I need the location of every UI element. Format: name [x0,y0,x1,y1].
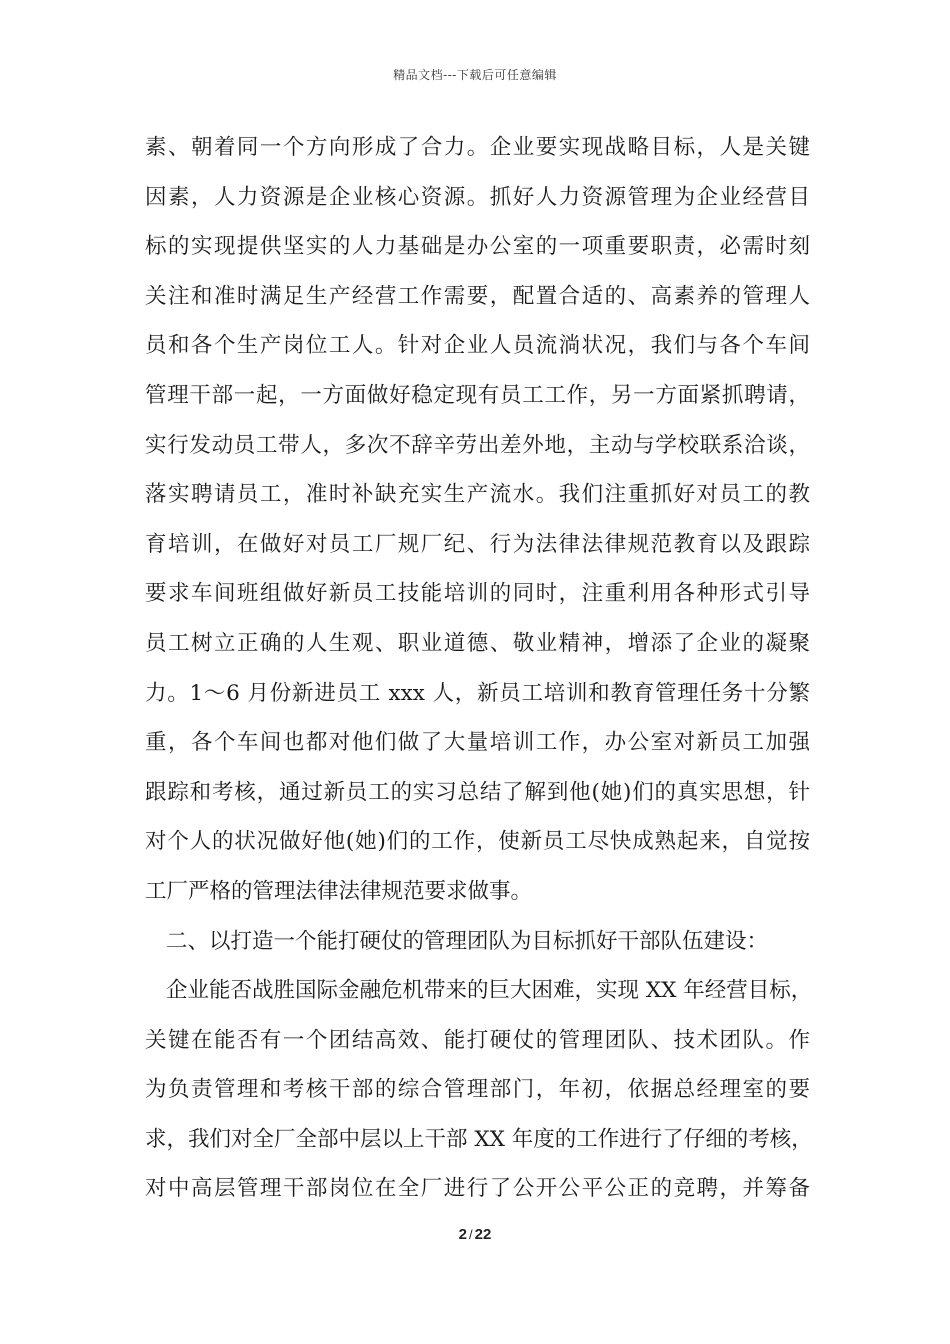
text-line: 落实聘请员工，准时补缺充实生产流水。我们注重抓好对员工的教 [145,482,810,508]
text-line: 对个人的状况做好他(她)们的工作，使新员工尽快成熟起来，自觉按 [145,829,810,855]
page-separator: / [469,1227,473,1242]
text-line: 关键在能否有一个团结高效、能打硬仗的管理团队、技术团队。作 [145,1027,810,1053]
text-line: 育培训，在做好对员工厂规厂纪、行为法律法律规范教育以及跟踪 [145,531,810,557]
text-line: 企业能否战胜国际金融危机带来的巨大困难，实现 XX 年经营目标， [166,978,813,1004]
text-line: 实行发动员工带人，多次不辞辛劳出差外地，主动与学校联系洽谈， [145,432,810,458]
text-line: 跟踪和考核，通过新员工的实习总结了解到他(她)们的真实思想，针 [145,779,810,805]
text-line: 关注和准时满足生产经营工作需要，配置合适的、高素养的管理人 [145,283,810,309]
page-number [0,1226,950,1243]
section-heading: 二、以打造一个能打硬仗的管理团队为目标抓好干部队伍建设： [166,928,769,954]
current-page: 2 [458,1226,468,1243]
text-line: 对中高层管理干部岗位在全厂进行了公开公平公正的竞聘，并筹备 [145,1176,810,1202]
text-line: 求，我们对全厂全部中层以上干部 XX 年度的工作进行了仔细的考核， [145,1126,813,1152]
text-line: 因素，人力资源是企业核心资源。抓好人力资源管理为企业经营目 [145,184,810,210]
document-body [145,128,813,1219]
text-line: 要求车间班组做好新员工技能培训的同时，注重利用各种形式引导 [145,581,810,607]
text-line: 力。1～6 月份新进员工 xxx 人，新员工培训和教育管理任务十分繁 [145,680,810,706]
text-line: 员和各个生产岗位工人。针对企业人员流淌状况，我们与各个车间 [145,333,810,359]
text-line: 员工树立正确的人生观、职业道德、敬业精神，增添了企业的凝聚 [145,630,810,656]
text-line: 工厂严格的管理法律法律规范要求做事。 [145,878,533,904]
total-pages: 22 [474,1226,492,1243]
page-header: 精品文档---下载后可任意编辑 [393,68,557,82]
text-line: 为负责管理和考核干部的综合管理部门，年初，依据总经理室的要 [145,1077,810,1103]
text-line: 管理干部一起，一方面做好稳定现有员工工作，另一方面紧抓聘请， [145,382,810,408]
text-line: 重，各个车间也都对他们做了大量培训工作，办公室对新员工加强 [145,730,810,756]
text-line: 标的实现提供坚实的人力基础是办公室的一项重要职责，必需时刻 [145,234,810,260]
text-line: 素、朝着同一个方向形成了合力。企业要实现战略目标，人是关键 [145,135,810,160]
